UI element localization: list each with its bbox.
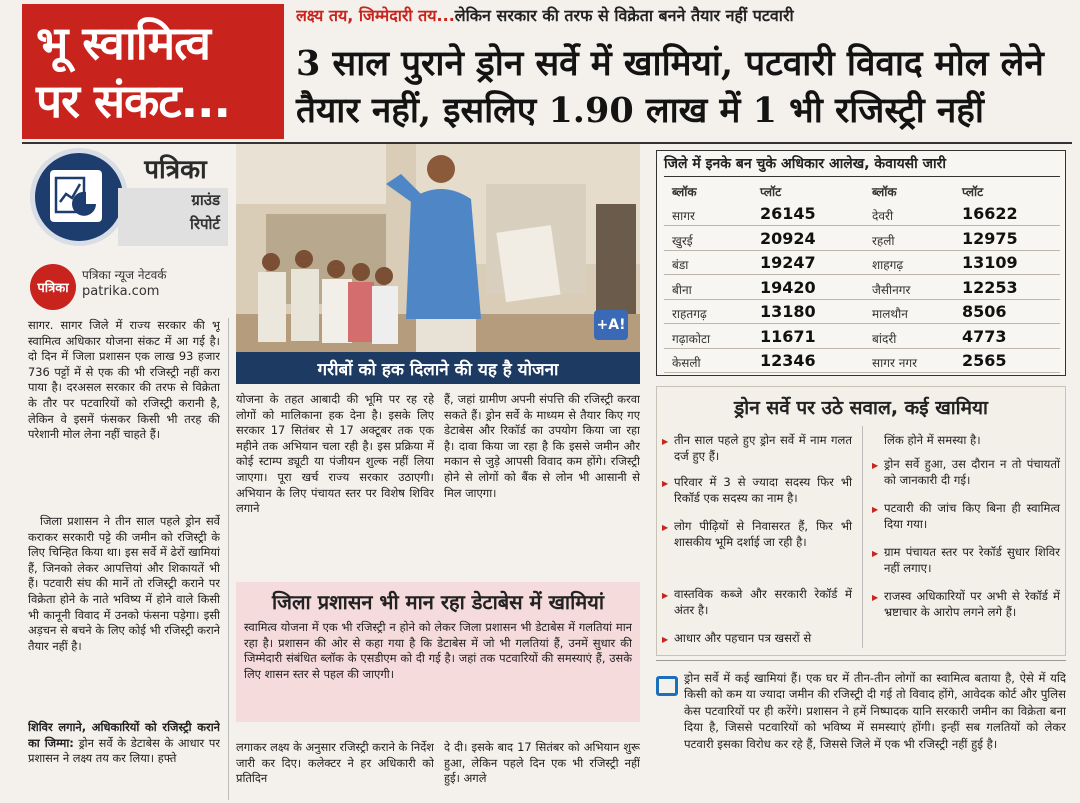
table-cell-block: रहली xyxy=(872,233,895,248)
table-row-rule xyxy=(664,348,1060,349)
drone-right-item: ▶ राजस्व अधिकारियों पर अभी से रेकॉर्ड में भ्रष्टाचार के आरोप लगने लगे हैं। xyxy=(884,588,1060,620)
drone-right-continuation: लिंक होने में समस्या है। xyxy=(884,433,981,447)
table-cell-block: राहतगढ़ xyxy=(672,307,707,321)
news-network: पत्रिका न्यूज नेटवर्क xyxy=(82,268,167,282)
ai-image-badge: +A! xyxy=(594,310,628,340)
table-cell-block: सागर xyxy=(672,209,695,223)
table-cell-plots: 20924 xyxy=(760,228,816,248)
kicker-line-1: भू स्वामित्व xyxy=(36,15,210,70)
table-header-plot-1: प्लॉट xyxy=(760,185,782,199)
drone-left-item: ▶ परिवार में 3 से ज्यादा सदस्य फिर भी रिकॉर्ड एक सदस्य का नाम है। xyxy=(674,474,852,506)
table-row-rule xyxy=(664,274,1060,275)
story-lead: सागर. सागर जिले में राज्य सरकार की भू स्वामित्व अधिकार योजना संकट में आ गई है। दो दिन में जिला प्रशासन एक लाख 93 हजार 736 पट्टों में से एक की भी रजिस्ट्री नहीं करा पाया है। दरअसल सरकार की तरफ से विक्रेता के तौर पर पटवारियों को रजिस्ट्री करानी है, लेकिन वे इसमें फंसकर किसी भी तरह की परेशानी मोल लेना नहीं चाहते हैं। xyxy=(28,318,220,442)
subkicker-black: लेकिन सरकार की तरफ से विक्रेता बनने तैयार नहीं पटवारी xyxy=(454,6,794,25)
table-row-rule xyxy=(664,250,1060,251)
drone-left-item: ▶ लोग पीढ़ियों से निवासरत हैं, फिर भी शासकीय भूमि दर्शाई जा रही है। xyxy=(674,518,852,550)
story-paragraph-bottom-2: दे दी। इसके बाद 17 सितंबर को अभियान शुरू हुआ, लेकिन पहले दिन एक भी रजिस्ट्री नहीं हुई। अगले xyxy=(444,740,640,786)
table-row-rule xyxy=(664,225,1060,226)
subkicker-red: लक्ष्य तय, जिम्मेदारी तय... xyxy=(296,6,455,25)
table-row-rule xyxy=(664,299,1060,300)
scheme-paragraph: योजना के तहत आबादी की भूमि पर रह रहे लोगों को मालिकाना हक देना है। इसके लिए सरकार 17 सितंबर से 17 अक्टूबर तक एक महीने तक अभियान चला रही है। इस प्रक्रिया में कोई स्टाम्प ड्यूटी या पंजीयन शुल्क नहीं लिया जाएगा। पूरा खर्च राज्य सरकार उठाएगी। अभियान के लिए पंचायत स्तर पर विशेष शिविर लगाने xyxy=(236,392,434,516)
drone-left-item: ▶ तीन साल पहले हुए ड्रोन सर्वे में नाम गलत दर्ज हुए हैं। xyxy=(674,432,852,464)
ground-report-label-1: ग्राउंड xyxy=(191,191,220,209)
database-flaws-title: जिला प्रशासन भी मान रहा डेटाबेस में खामियां xyxy=(271,590,605,614)
table-cell-plots: 12975 xyxy=(962,228,1018,248)
drone-right-item: ▶ ग्राम पंचायत स्तर पर रेकॉर्ड सुधार शिविर नहीं लगाए। xyxy=(884,544,1060,576)
table-row-rule xyxy=(664,323,1060,324)
table-cell-block: केसली xyxy=(672,356,701,370)
table-cell-plots: 13180 xyxy=(760,302,816,321)
table-cell-block: बांदरी xyxy=(872,331,897,346)
news-photo xyxy=(236,144,640,380)
story-paragraph: जिला प्रशासन ने तीन साल पहले ड्रोन सर्वे कराकर सरकारी पट्टे की जमीन को रजिस्ट्री के लिए चिन्हित किया था। इस सर्वे में ढेरों खामियां हैं, जिनको लेकर आपत्तियां और शिकायतें भी हैं। पटवारी संघ की मानें तो रजिस्ट्री कराने पर विक्रेता होने के नाते भविष्य में होने वाले किसी भी कानूनी विवाद में उनको फंसना पड़ेगा। इसी अड़चन से बचने के लिए कोई भी रजिस्ट्री कराने तैयार नहीं है। xyxy=(28,514,220,653)
table-cell-plots: 26145 xyxy=(760,204,816,223)
table-title-rule xyxy=(664,176,1060,177)
chart-report-icon xyxy=(50,170,102,222)
table-cell-block: खुरई xyxy=(672,233,693,248)
story-paragraph-subhead xyxy=(28,720,220,800)
table-row-rule xyxy=(664,372,1060,373)
patrika-logo: पत्रिका xyxy=(30,264,76,310)
database-flaws-text: स्वामित्व योजना में एक भी रजिस्ट्री न होने को लेकर जिला प्रशासन भी डेटाबेस में गलतियां मान रहा है। प्रशासन की ओर से कहा गया है कि डेटाबेस में जो भी गलतियां हैं, उनमें सुधार की जिम्मेदारी संबंधित ब्लॉक के एसडीएम को दी गई है। जहां तक पटवारियों की समस्याएं हैं, उसके लिए शासन स्तर से पहल की जाएगी। xyxy=(244,620,632,681)
section-kicker xyxy=(22,4,284,139)
column-rule-1 xyxy=(228,318,229,800)
table-cell-block: बीना xyxy=(672,282,692,297)
ground-report-brand: पत्रिका xyxy=(144,155,207,185)
ground-report-label xyxy=(118,188,228,246)
table-cell-plots: 11671 xyxy=(760,326,816,346)
subkicker xyxy=(296,4,1066,34)
drone-right-item: ▶ पटवारी की जांच किए बिना ही स्वामित्व दिया गया। xyxy=(884,500,1060,532)
table-cell-plots: 2565 xyxy=(962,351,1007,370)
table-cell-plots: 13109 xyxy=(962,253,1018,272)
table-header-block-1: ब्लॉक xyxy=(672,185,697,199)
table-title: जिले में इनके बन चुके अधिकार आलेख, केवायसी जारी xyxy=(664,156,947,172)
site-link[interactable]: patrika.com xyxy=(82,284,160,299)
table-cell-block: सागर नगर xyxy=(872,356,918,370)
drone-left-item: ▶ वास्तविक कब्जे और सरकारी रेकॉर्ड में अंतर है। xyxy=(674,586,852,618)
table-cell-block: बंडा xyxy=(672,258,689,272)
quote-divider xyxy=(656,660,1066,661)
story-paragraph-bottom: लगाकर लक्ष्य के अनुसार रजिस्ट्री कराने के निर्देश जारी कर दिए। कलेक्टर ने हर अधिकारी को प्रतिदिन xyxy=(236,740,434,786)
photo-caption: गरीबों को हक दिलाने की यह है योजना xyxy=(236,352,640,384)
drone-left-item: ▶ आधार और पहचान पत्र खसरों से xyxy=(674,630,852,646)
drone-right-item: ▶ ड्रोन सर्वे हुआ, उस दौरान न तो पंचायतों को जानकारी दी गई। xyxy=(884,456,1060,488)
table-cell-plots: 19420 xyxy=(760,277,816,297)
patwari-quote: ड्रोन सर्वे में कई खामियां हैं। एक घर में तीन-तीन लोगों का स्वामित्व बताया है, ऐसे में यदि किसी को कम या ज्यादा जमीन की रजिस्ट्री दी गई तो विवाद होंगे, आवेदक कोर्ट और पुलिस केस पटवारियों पर ही करेंगे। प्रशासन ने हमें निष्पादक यानि सरकारी जमीन का विक्रेता बना दिया है, जिससे पटवारियों को भविष्य में समस्याएं होंगी। इन्हीं सब गलतियों को लेकर पटवारी इसका विरोध कर रहे हैं, जिससे जिले में एक भी रजिस्ट्री नहीं हुई है। xyxy=(684,671,1066,751)
quote-icon xyxy=(656,676,678,696)
headline: 3 साल पुराने ड्रोन सर्वे में खामियां, पटवारी विवाद मोल लेने तैयार नहीं, इसलिए 1.90 लाख में 1 भी रजिस्ट्री नहीं xyxy=(296,43,1044,131)
table-cell-plots: 12253 xyxy=(962,277,1018,297)
subhead-camps-text: ड्रोन सर्वे के डेटाबेस के आधार पर प्रशासन ने लक्ष्य तय कर लिया। हफ्ते xyxy=(28,735,220,766)
table-cell-plots: 16622 xyxy=(962,204,1018,223)
table-header-plot-2: प्लॉट xyxy=(962,185,984,199)
table-cell-plots: 4773 xyxy=(962,326,1007,346)
kicker-line-2: पर संकट... xyxy=(36,73,230,128)
table-cell-block: जैसीनगर xyxy=(872,282,911,297)
scheme-paragraph-continued: हैं, जहां ग्रामीण अपनी संपत्ति की रजिस्ट्री करवा सकते हैं। ड्रोन सर्वे के माध्यम से तैयार किए गए डेटाबेस और रिकॉर्ड का उपयोग किया जा रहा है। दावा किया जा रहा है कि इससे जमीन और मकान से जुड़े आपसी विवाद कम होंगे। रजिस्ट्री होने से लोगों को बैंक से लोन भी आसानी से मिल जाएगा। xyxy=(444,392,640,500)
table-cell-block: मालथौन xyxy=(872,307,908,321)
table-cell-plots: 12346 xyxy=(760,351,816,370)
table-cell-block: शाहगढ़ xyxy=(872,258,904,272)
table-cell-block: देवरी xyxy=(872,209,894,223)
table-cell-block: गढ़ाकोटा xyxy=(672,331,711,346)
drone-issues-title: ड्रोन सर्वे पर उठे सवाल, कई खामिया xyxy=(734,397,988,419)
drone-column-rule xyxy=(862,426,863,648)
table-cell-plots: 8506 xyxy=(962,302,1007,321)
table-header-block-2: ब्लॉक xyxy=(872,185,897,199)
subhead-camps: शिविर लगाने, अधिकारियों को रजिस्ट्री कराने का जिम्मा: xyxy=(28,720,220,750)
table-cell-plots: 19247 xyxy=(760,253,816,272)
ground-report-label-2: रिपोर्ट xyxy=(190,215,220,233)
